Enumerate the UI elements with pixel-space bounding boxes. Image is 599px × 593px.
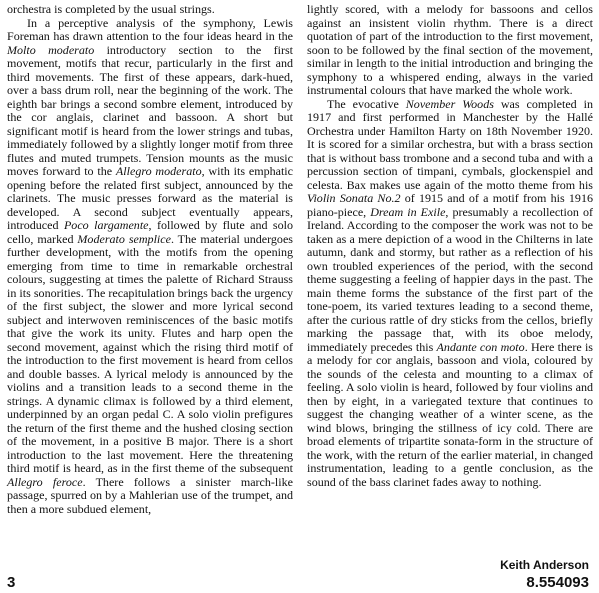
author-signature: Keith Anderson	[500, 558, 589, 572]
text-run: , followed by flute and solo cello, marked	[7, 218, 294, 246]
text-run: , presumably a recollection of Ireland. According to the composer the work was not to be taken as a mere depiction of a wood in the Chilterns in late autumn, dank and stormy, but rather as a reflection of his own troubled experiences of the period, with the second theme suggesting a feeling of happier days in the past. The main theme forms the substance of the first part of the tone-poem, its varied textures leading to a second theme, after the curious rattle of dry sticks from the cellos, briefly marking the passage that, with its oboe melody, immediately precedes this	[307, 204, 593, 354]
catalog-number: 8.554093	[526, 574, 589, 591]
text-run: , with its emphatic opening before the related first subject, announced by the clarinets. The music presses forward as the material is developed. A second subject eventually appears, introduced	[7, 164, 294, 232]
text-run: was completed in 1917 and first performed in Manchester by the Hallé Orchestra under Hamilton Harty on 18th November 1920. It is scored for a similar orchestra, but with a brass section that is without bass trombone and a second tuba and with a percussion section of timpani, cymbals, glockenspiel and celesta. Bax makes use again of the motto theme from his	[307, 96, 593, 192]
text-run: introductory section to the first movement, motifs that recur, particularly in the first and third movements. The first of these appears, dark-hued, over a bass drum roll, near the beginning of the work. The eighth bar brings a second sombre element, introduced by the cor anglais, clarinet and bassoon. A short but significant motif is heard from the lower strings and tubas, immediately followed by a slightly longer motif from three flutes and muted trumpets. Tension mounts as the music moves forward to the	[7, 42, 293, 178]
text-run: The evocative	[327, 96, 406, 111]
italic-tempo-marking: Allegro moderato	[115, 164, 202, 178]
paragraph-symphony-analysis	[7, 17, 293, 517]
italic-work-title: Dream in Exile	[370, 204, 446, 219]
text-run: In a perceptive analysis of the symphony, Lewis Foreman has drawn attention to the four ideas heard in the	[7, 15, 293, 43]
text-run: orchestra is completed by the usual strings.	[7, 2, 215, 16]
text-run: . There follows a sinister march-like passage, spurred on by a Mahlerian use of the trumpet, and then a more subdued element,	[7, 474, 293, 516]
italic-tempo-marking: Allegro feroce	[7, 474, 83, 489]
paragraph-november-woods	[307, 98, 593, 490]
right-text-column	[307, 3, 593, 489]
page-number: 3	[7, 574, 16, 591]
italic-tempo-marking: Moderato semplice	[77, 231, 171, 246]
italic-tempo-marking: Molto moderato	[7, 42, 95, 57]
italic-tempo-marking: Poco largamente	[63, 218, 149, 232]
text-run: lightly scored, with a melody for bassoons and cellos against an insistent violin rhythm. There is a direct quotation of part of the introduction to the first movement, soon to be followed by the final section of the movement, similar in length to the initial introduction and bringing the symphony to a whispered ending, always in the varied instrumental colours that have marked the whole work.	[307, 2, 593, 97]
text-run: of 1915 and of a motif from his 1916 piano-piece,	[307, 191, 593, 219]
italic-work-title: November Woods	[405, 96, 494, 111]
italic-work-title: Violin Sonata No.2	[307, 191, 401, 205]
paragraph-continuation	[7, 3, 293, 17]
left-text-column	[7, 3, 293, 516]
paragraph-continuation	[307, 3, 593, 98]
text-run: . The material undergoes further development, with the motifs from the opening emerging from time to time in remarkable orchestral colours, suggesting at times the palette of Richard Strauss in its sonorities. The recapitulation brings back the urgency of the first subject, the slower and more lyrical second subject and interwoven reminiscences of the basic motifs that give the work its unity. Flutes and harp open the second movement, against which the rising third motif of the introduction to the first movement is heard from cellos and double basses. A lyrical melody is announced by the violins and a transition leads to a second theme in the strings. A dynamic climax is followed by a third element, underpinned by an organ pedal C. A solo violin prefigures the return of the first theme and the hushed closing section of the movement, in a positive B major. There is a short introduction to the last movement. Here the threatening third motif is heard, as in the first theme of the subsequent	[7, 231, 293, 475]
italic-tempo-marking: Andante con moto	[436, 339, 525, 354]
text-run: . Here there is a melody for cor anglais, bassoon and viola, coloured by the sounds of the celesta and mounting to a climax of feeling. A solo violin is heard, followed by four violins and then by eight, in a variegated texture that continues to suggest the changing weather of a winter scene, as the wind blows, bringing the stillness of icy cold. There are broad elements of tripartite sonata-form in the structure of the work, with the return of the earlier material, in changed instrumentation, leading to a gentle conclusion, as the sound of the bass clarinet fades away to nothing.	[307, 339, 593, 489]
